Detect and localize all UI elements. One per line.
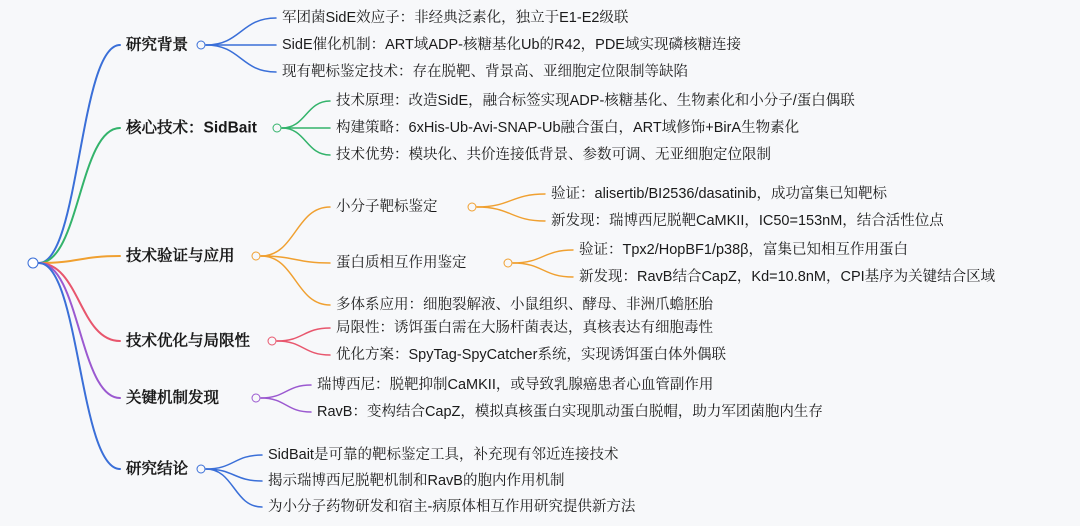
sub-leaf-label-app-0-0: 验证：alisertib/BI2536/dasatinib，成功富集已知靶标	[551, 185, 888, 202]
leaf-label-opt-0: 局限性：诱饵蛋白需在大肠杆菌表达，真核表达有细胞毒性	[336, 319, 713, 336]
branch-label-app: 技术验证与应用	[126, 247, 235, 265]
branch-dot-app[interactable]	[252, 252, 261, 261]
leaf-label-app-1: 蛋白质相互作用鉴定	[336, 254, 467, 271]
sub-dot-app-1[interactable]	[504, 259, 513, 268]
leaf-label-app-0: 小分子靶标鉴定	[336, 198, 438, 215]
branch-label-concl: 研究结论	[126, 460, 189, 478]
sub-leaf-label-app-1-0: 验证：Tpx2/HopBF1/p38β，富集已知相互作用蛋白	[579, 241, 909, 258]
leaf-label-mech-1: RavB：变构结合CapZ，模拟真核蛋白实现肌动蛋白脱帽，助力军团菌胞内生存	[317, 403, 823, 420]
leaf-label-core-1: 构建策略：6xHis-Ub-Avi-SNAP-Ub融合蛋白，ART域修饰+BirA生物素化	[336, 119, 800, 136]
leaf-label-concl-1: 揭示瑞博西尼脱靶机制和RavB的胞内作用机制	[268, 472, 565, 489]
leaf-label-bg-0: 军团菌SidE效应子：非经典泛素化，独立于E1-E2级联	[282, 9, 629, 26]
sub-leaf-label-app-1-1: 新发现：RavB结合CapZ，Kd=10.8nM，CPI基序为关键结合区域	[579, 268, 996, 285]
leaf-label-bg-2: 现有靶标鉴定技术：存在脱靶、背景高、亚细胞定位限制等缺陷	[282, 63, 688, 80]
branch-label-core: 核心技术：SidBait	[126, 119, 257, 137]
branch-dot-concl[interactable]	[197, 465, 206, 474]
leaf-label-mech-0: 瑞博西尼：脱靶抑制CaMKII，或导致乳腺癌患者心血管副作用	[317, 376, 714, 393]
branch-label-mech: 关键机制发现	[126, 389, 220, 407]
sub-dot-app-0[interactable]	[468, 203, 477, 212]
branch-dot-bg[interactable]	[197, 41, 206, 50]
leaf-label-concl-0: SidBait是可靠的靶标鉴定工具，补充现有邻近连接技术	[268, 446, 619, 463]
branch-dot-opt[interactable]	[268, 337, 277, 346]
branch-dot-core[interactable]	[273, 124, 282, 133]
root-node[interactable]	[28, 258, 39, 269]
leaf-label-core-0: 技术原理：改造SidE，融合标签实现ADP-核糖基化、生物素化和小分子/蛋白偶联	[336, 92, 855, 109]
leaf-label-opt-1: 优化方案：SpyTag-SpyCatcher系统，实现诱饵蛋白体外偶联	[336, 346, 726, 363]
leaf-label-app-2: 多体系应用：细胞裂解液、小鼠组织、酵母、非洲爪蟾胚胎	[336, 296, 713, 313]
branch-label-opt: 技术优化与局限性	[126, 332, 251, 350]
leaf-label-concl-2: 为小分子药物研发和宿主-病原体相互作用研究提供新方法	[268, 498, 636, 515]
sub-leaf-label-app-0-1: 新发现：瑞博西尼脱靶CaMKII，IC50=153nM，结合活性位点	[551, 212, 944, 229]
branch-label-bg: 研究背景	[126, 36, 189, 54]
leaf-label-core-2: 技术优势：模块化、共价连接低背景、参数可调、无亚细胞定位限制	[336, 146, 771, 163]
branch-dot-mech[interactable]	[252, 394, 261, 403]
leaf-label-bg-1: SidE催化机制：ART域ADP-核糖基化Ub的R42，PDE域实现磷核糖连接	[282, 36, 741, 53]
